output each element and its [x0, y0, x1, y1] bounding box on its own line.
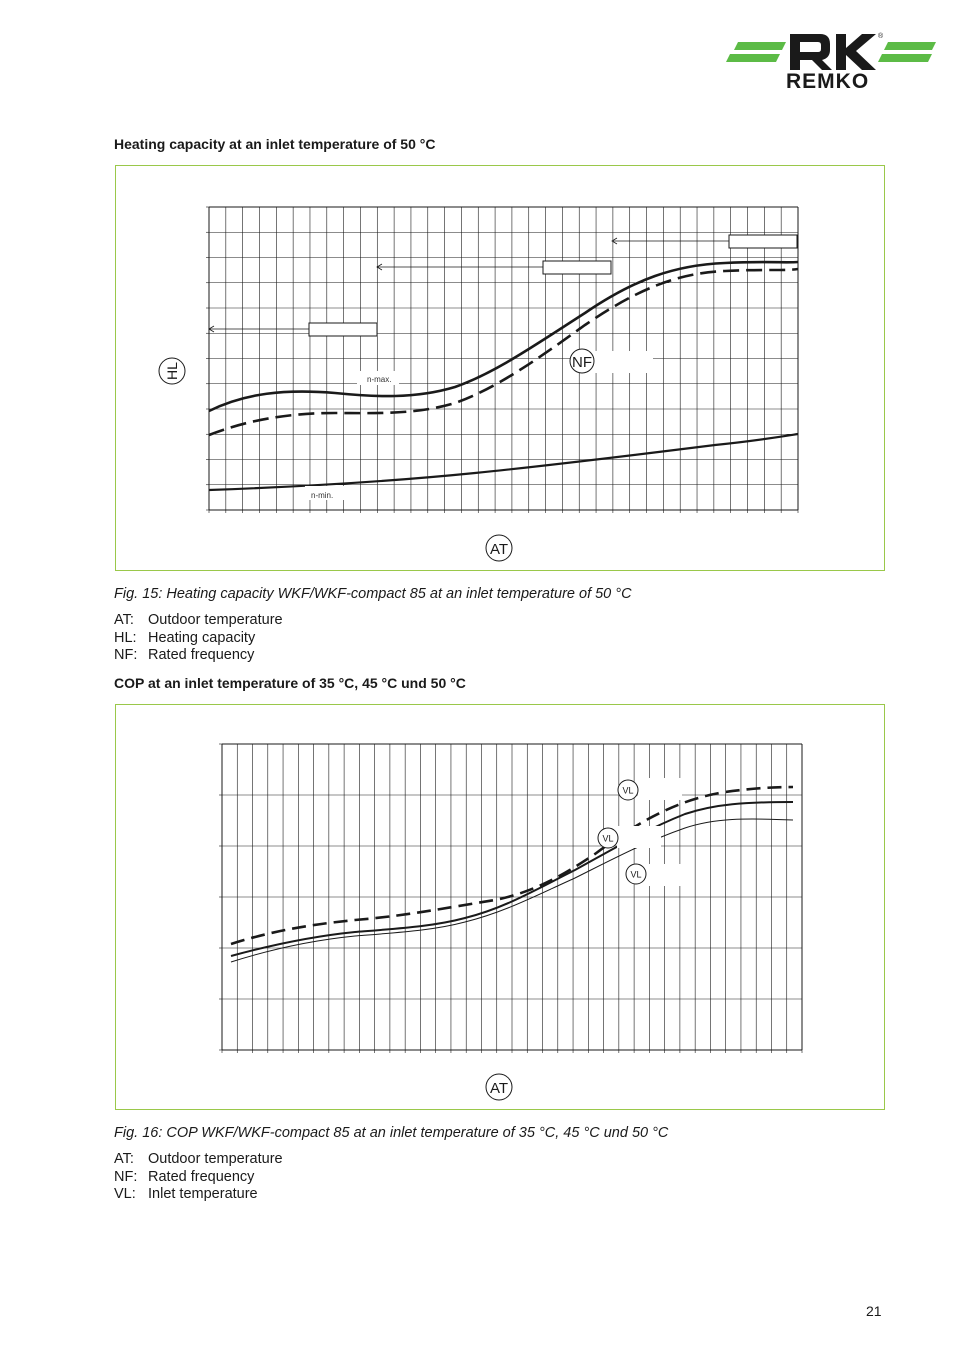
- svg-text:VL: VL: [622, 785, 634, 796]
- legend-row: AT: Outdoor temperature: [114, 612, 283, 628]
- curve-n-max: [209, 262, 798, 411]
- label-n-min: n-min.: [311, 491, 334, 500]
- fig15-caption: Fig. 15: Heating capacity WKF/WKF-compact 85 at an inlet temperature of 50 °C: [114, 586, 632, 602]
- fig15-heading: Heating capacity at an inlet temperature of 50 °C: [114, 136, 436, 152]
- fig16-chart: [115, 704, 885, 1110]
- fig15-grid: [206, 207, 798, 513]
- logo-mark: [790, 34, 832, 70]
- fig15-annotations: [209, 235, 797, 336]
- at-badge-text: AT: [489, 541, 509, 558]
- legend-row: NF: Rated frequency: [114, 1168, 255, 1185]
- curve-n-min: [209, 434, 798, 490]
- annotation-box-2: [543, 261, 611, 274]
- at-badge-text: AT: [489, 1080, 509, 1097]
- svg-text:®: ®: [878, 33, 884, 40]
- annotation-box-3: [729, 235, 797, 248]
- curve-rated-frequency: [209, 269, 798, 435]
- hl-badge-text: HL: [164, 362, 180, 380]
- fig16-caption: Fig. 16: COP WKF/WKF-compact 85 at an inlet temperature of 35 °C, 45 °C und 50 °C: [114, 1125, 669, 1141]
- logo-left-stripe-bottom: [726, 54, 780, 62]
- legend-row: VL: Inlet temperature: [114, 1186, 258, 1202]
- logo-left-stripe-top: [734, 42, 786, 50]
- label-n-max: n-max.: [367, 375, 392, 384]
- logo-mark-k: [836, 34, 876, 70]
- svg-text:VL: VL: [630, 869, 642, 880]
- remko-logo: [722, 28, 938, 94]
- nf-badge-text: NF: [572, 354, 592, 371]
- fig15-legend: [114, 612, 283, 665]
- svg-text:VL: VL: [602, 833, 614, 844]
- legend-row: HL: Heating capacity: [114, 629, 256, 646]
- logo-right-stripe-top: [884, 42, 936, 50]
- logo-wordmark: REMKO: [786, 70, 870, 93]
- legend-row: NF: Rated frequency: [114, 647, 255, 663]
- annotation-box-1: [309, 323, 377, 336]
- fig16-legend: [114, 1151, 283, 1204]
- fig15-chart: [115, 165, 885, 571]
- page-number: 21: [866, 1303, 882, 1319]
- legend-row: AT: Outdoor temperature: [114, 1151, 283, 1167]
- fig16-grid: [219, 744, 802, 1053]
- fig16-heading: COP at an inlet temperature of 35 °C, 45 °C und 50 °C: [114, 675, 466, 691]
- logo-right-stripe-bottom: [878, 54, 932, 62]
